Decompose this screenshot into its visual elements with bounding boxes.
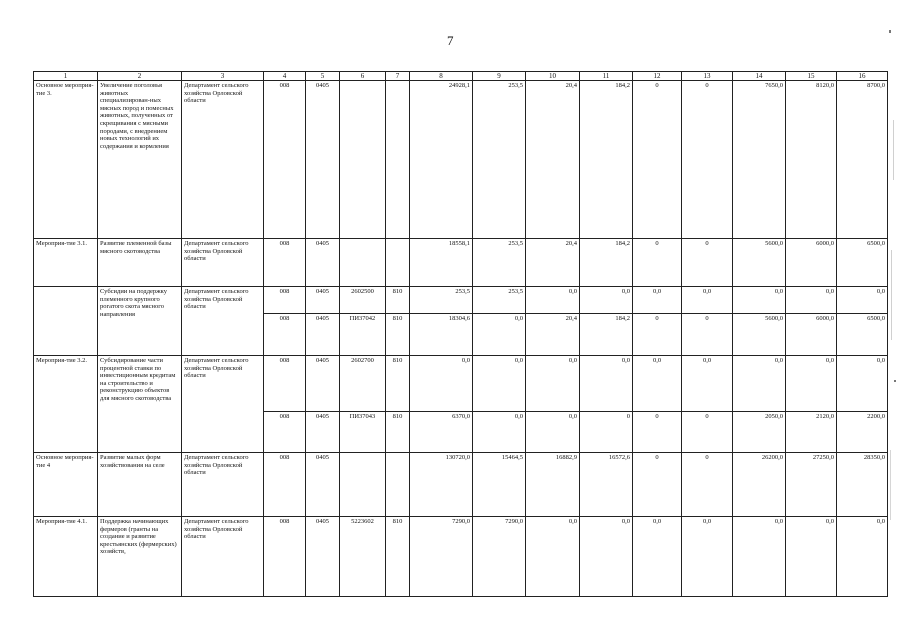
table-row (34, 356, 888, 412)
executor: Департамент сельского хозяйства Орловской области (182, 81, 264, 239)
table-cell: 008 (264, 412, 306, 453)
table-cell: 28350,0 (837, 453, 888, 517)
header-cell: 3 (182, 72, 264, 81)
table-cell: 0,0 (633, 517, 682, 597)
table-cell: 0405 (306, 81, 340, 239)
table-cell: 0,0 (526, 517, 580, 597)
executor: Департамент сельского хозяйства Орловской области (182, 287, 264, 356)
table-cell: 008 (264, 314, 306, 356)
table-cell: 0 (633, 239, 682, 287)
activity-name: Поддержка начинающих фермеров (гранты на создание и развитие крестьянских (фермерских) хозяйств, (98, 517, 182, 597)
table-cell: 0405 (306, 239, 340, 287)
table-row (34, 287, 888, 314)
executor: Департамент сельского хозяйства Орловской области (182, 356, 264, 453)
table-cell: 0,0 (633, 356, 682, 412)
table-cell: 253,5 (473, 239, 526, 287)
table-cell: 20,4 (526, 239, 580, 287)
table-cell: 5223602 (340, 517, 386, 597)
activity-label: Основное мероприя-тие 3. (34, 81, 98, 239)
scan-speck (893, 120, 894, 180)
table-cell: 0,0 (837, 287, 888, 314)
table-cell: 8120,0 (786, 81, 837, 239)
table-cell: 24928,1 (410, 81, 473, 239)
activity-label: Мероприя-тие 3.2. (34, 356, 98, 453)
table-cell: 008 (264, 81, 306, 239)
table-cell: 0 (682, 412, 733, 453)
budget-table (33, 71, 888, 597)
table-cell: 2200,0 (837, 412, 888, 453)
table-cell: 6500,0 (837, 314, 888, 356)
table-cell: 184,2 (580, 314, 633, 356)
table-cell: 16572,6 (580, 453, 633, 517)
header-cell: 9 (473, 72, 526, 81)
table-cell: 0,0 (633, 287, 682, 314)
table-cell: 0,0 (682, 356, 733, 412)
table-cell: 20,4 (526, 81, 580, 239)
table-cell: 0 (682, 239, 733, 287)
table-cell: 6000,0 (786, 239, 837, 287)
table-cell: 810 (386, 287, 410, 314)
table-cell: 0,0 (580, 287, 633, 314)
table-cell: 184,2 (580, 81, 633, 239)
table-cell: 0,0 (526, 287, 580, 314)
header-cell: 8 (410, 72, 473, 81)
table-cell: 18558,1 (410, 239, 473, 287)
header-cell: 5 (306, 72, 340, 81)
table-cell (386, 81, 410, 239)
scan-speck (889, 30, 891, 33)
table-cell: ПИ37042 (340, 314, 386, 356)
table-cell: 0,0 (580, 517, 633, 597)
table-cell: 0,0 (526, 412, 580, 453)
table-cell: 2602700 (340, 356, 386, 412)
table-cell: 0 (682, 314, 733, 356)
executor: Департамент сельского хозяйства Орловской области (182, 239, 264, 287)
table-cell: 0405 (306, 517, 340, 597)
header-cell: 14 (733, 72, 786, 81)
table-cell: 810 (386, 356, 410, 412)
column-number-header (34, 72, 888, 81)
table-cell: 0405 (306, 287, 340, 314)
table-cell: 0,0 (786, 356, 837, 412)
table-cell: 0 (580, 412, 633, 453)
header-cell: 6 (340, 72, 386, 81)
activity-name: Субсидии на поддержку племенного крупного рогатого скота мясного направления (98, 287, 182, 356)
table-cell: 0,0 (473, 412, 526, 453)
scan-speck (891, 250, 892, 340)
table-cell: 810 (386, 314, 410, 356)
table-cell: 810 (386, 517, 410, 597)
table-cell: 27250,0 (786, 453, 837, 517)
table-cell: 0405 (306, 453, 340, 517)
activity-name: Развитие малых форм хозяйствования на селе (98, 453, 182, 517)
header-cell: 15 (786, 72, 837, 81)
table-cell: 20,4 (526, 314, 580, 356)
table-cell: 0,0 (473, 356, 526, 412)
table-row (34, 517, 888, 597)
table-cell: 5600,0 (733, 314, 786, 356)
table-cell: 0,0 (786, 517, 837, 597)
table-cell: 0,0 (837, 356, 888, 412)
table-cell: 0405 (306, 314, 340, 356)
table-cell: 0405 (306, 356, 340, 412)
table-cell: 0 (682, 81, 733, 239)
table-cell: 130720,0 (410, 453, 473, 517)
table-cell: 253,5 (473, 81, 526, 239)
table-cell: 0,0 (786, 287, 837, 314)
table-cell (340, 239, 386, 287)
activity-label: Основное мероприя-тие 4 (34, 453, 98, 517)
table-cell: 0 (633, 453, 682, 517)
table-cell: 0,0 (837, 517, 888, 597)
activity-name: Увеличение поголовья животных специализирован-ных мясных пород и помесных животных, полученных от скрещивания с мясными породами, с внедрением новых технологий их содержания и кормления (98, 81, 182, 239)
table-cell: 18304,6 (410, 314, 473, 356)
activity-name: Субсидирование части процентной ставки по инвестиционным кредитам на строительство и реконструкцию объектов для мясного скотоводства (98, 356, 182, 453)
header-cell: 2 (98, 72, 182, 81)
table-cell: 0405 (306, 412, 340, 453)
table-cell: 0,0 (580, 356, 633, 412)
header-cell: 10 (526, 72, 580, 81)
header-cell: 7 (386, 72, 410, 81)
table-cell: 0,0 (410, 356, 473, 412)
activity-label: Мероприя-тие 4.1. (34, 517, 98, 597)
table-cell (386, 239, 410, 287)
table-cell: 0,0 (473, 314, 526, 356)
table-cell: 16882,9 (526, 453, 580, 517)
table-row (34, 453, 888, 517)
table-cell: 8700,0 (837, 81, 888, 239)
scan-speck (894, 380, 896, 382)
table-cell: 253,5 (473, 287, 526, 314)
header-cell: 4 (264, 72, 306, 81)
table-cell (340, 453, 386, 517)
scan-speck (890, 450, 891, 520)
table-cell: 5600,0 (733, 239, 786, 287)
table-cell: 7650,0 (733, 81, 786, 239)
table-cell: 0,0 (682, 517, 733, 597)
table-cell: 6500,0 (837, 239, 888, 287)
table-cell: 008 (264, 239, 306, 287)
header-cell: 12 (633, 72, 682, 81)
table-cell: 15464,5 (473, 453, 526, 517)
table-cell: 6000,0 (786, 314, 837, 356)
table-cell: 2120,0 (786, 412, 837, 453)
table-cell: 253,5 (410, 287, 473, 314)
page-number: 7 (447, 33, 454, 48)
table-cell: 0,0 (733, 356, 786, 412)
header-cell: 13 (682, 72, 733, 81)
table-cell: 810 (386, 412, 410, 453)
header-cell: 11 (580, 72, 633, 81)
table-cell: ПИ37043 (340, 412, 386, 453)
executor: Департамент сельского хозяйства Орловской области (182, 453, 264, 517)
table-cell (340, 81, 386, 239)
activity-name: Развитие племенной базы мясного скотоводства (98, 239, 182, 287)
table-cell: 0,0 (733, 517, 786, 597)
header-cell: 16 (837, 72, 888, 81)
table-cell: 0 (633, 314, 682, 356)
table-cell: 6370,0 (410, 412, 473, 453)
table-cell: 2602500 (340, 287, 386, 314)
table-cell (386, 453, 410, 517)
header-cell: 1 (34, 72, 98, 81)
table-cell: 0,0 (526, 356, 580, 412)
table-cell: 0,0 (682, 287, 733, 314)
activity-label (34, 287, 98, 356)
table-row (34, 81, 888, 239)
table-row (34, 239, 888, 287)
table-cell: 008 (264, 453, 306, 517)
table-cell: 0,0 (733, 287, 786, 314)
table-cell: 0 (633, 81, 682, 239)
table-cell: 0 (633, 412, 682, 453)
table-cell: 26200,0 (733, 453, 786, 517)
activity-label: Мероприя-тие 3.1. (34, 239, 98, 287)
table-cell: 184,2 (580, 239, 633, 287)
table-cell: 0 (682, 453, 733, 517)
table-cell: 2050,0 (733, 412, 786, 453)
table-cell: 008 (264, 356, 306, 412)
executor: Департамент сельского хозяйства Орловской области (182, 517, 264, 597)
table-cell: 7290,0 (473, 517, 526, 597)
table-cell: 7290,0 (410, 517, 473, 597)
scan-edge-noise (885, 0, 905, 640)
table-cell: 008 (264, 287, 306, 314)
table-cell: 008 (264, 517, 306, 597)
